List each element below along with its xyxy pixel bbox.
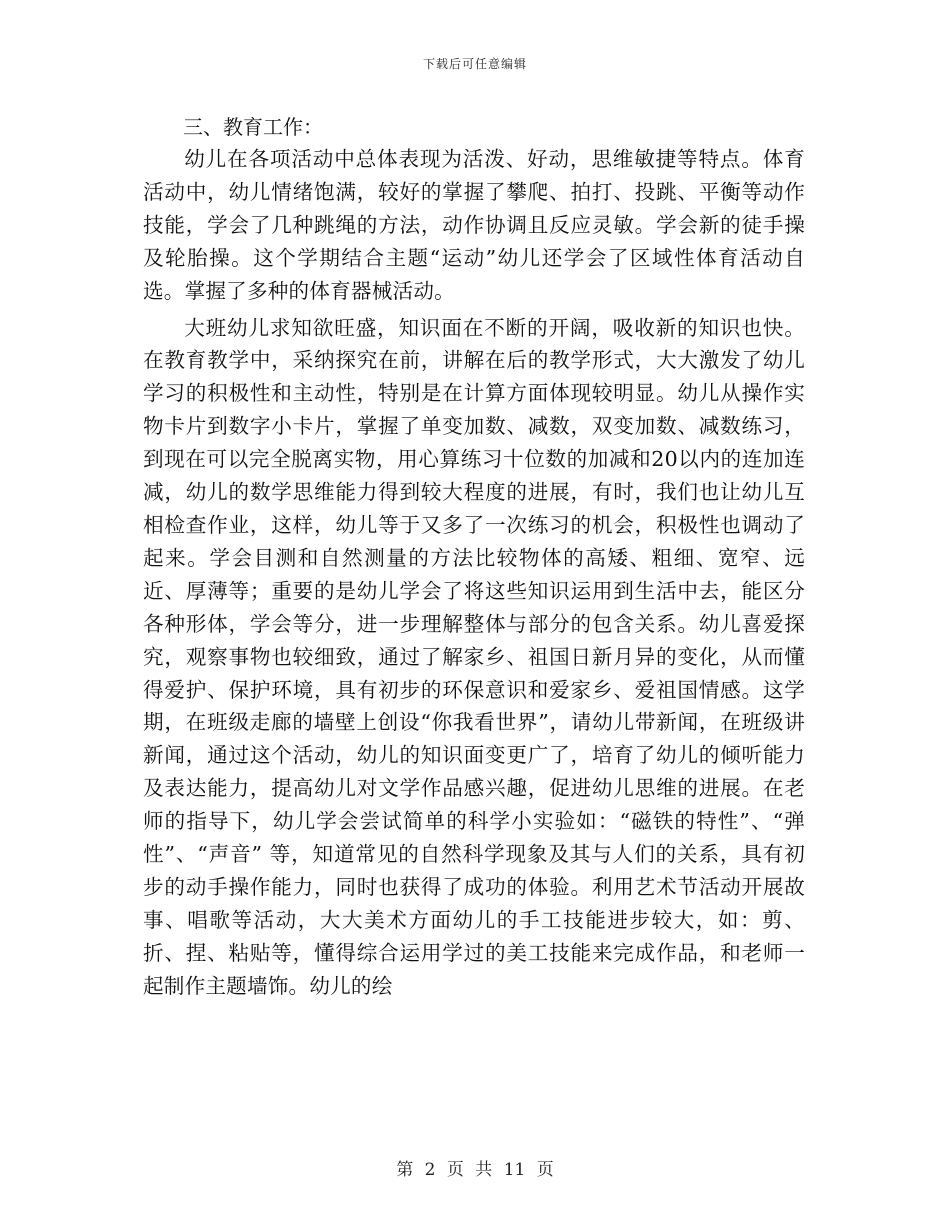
document-body	[143, 112, 805, 1007]
page-number: 第 2 页 共 11 页	[396, 1160, 554, 1180]
page-header: 下载后可任意编辑	[422, 57, 527, 71]
paragraph-sports-activities: 幼儿在各项活动中总体表现为活泼、好动，思维敏捷等特点。体育活动中，幼儿情绪饱满，较好的掌握了攀爬、拍打、投跳、平衡等动作技能，学会了几种跳绳的方法，动作协调且反应灵敏。学会新的徒手操及轮胎操。这个学期结合主题“运动”幼儿还学会了区域性体育活动自选。掌握了多种的体育器械活动。	[143, 147, 805, 303]
section-title: 三、教育工作：	[183, 115, 323, 139]
paragraph-cognitive-learning: 大班幼儿求知欲旺盛，知识面在不断的开阔，吸收新的知识也快。在教育教学中，采纳探究在前，讲解在后的教学形式，大大激发了幼儿学习的积极性和主动性，特别是在计算方面体现较明显。幼儿从操作实物卡片到数字小卡片，掌握了单变加数、减数，双变加数、减数练习，到现在可以完全脱离实物，用心算练习十位数的加减和20以内的连加连减，幼儿的数学思维能力得到较大程度的进展，有时，我们也让幼儿互相检查作业，这样，幼儿等于又多了一次练习的机会，积极性也调动了起来。学会目测和自然测量的方法比较物体的高矮、粗细、宽窄、远近、厚薄等；重要的是幼儿学会了将这些知识运用到生活中去，能区分各种形体，学会等分，进一步理解整体与部分的包含关系。幼儿喜爱探究，观察事物也较细致，通过了解家乡、祖国日新月异的变化，从而懂得爱护、保护环境，具有初步的环保意识和爱家乡、爱祖国情感。这学期，在班级走廊的墙壁上创设“你我看世界”，请幼儿带新闻，在班级讲新闻，通过这个活动，幼儿的知识面变更广了，培育了幼儿的倾听能力及表达能力，提高幼儿对文学作品感兴趣，促进幼儿思维的进展。在老师的指导下，幼儿学会尝试简单的科学小实验如：“磁铁的特性”、“弹性”、“声音” 等，知道常见的自然科学现象及其与人们的关系，具有初步的动手操作能力，同时也获得了成功的体验。利用艺术节活动开展故事、唱歌等活动，大大美术方面幼儿的手工技能进步较大，如：剪、折、捏、粘贴等，懂得综合运用学过的美工技能来完成作品，和老师一起制作主题墙饰。幼儿的绘	[143, 315, 805, 998]
